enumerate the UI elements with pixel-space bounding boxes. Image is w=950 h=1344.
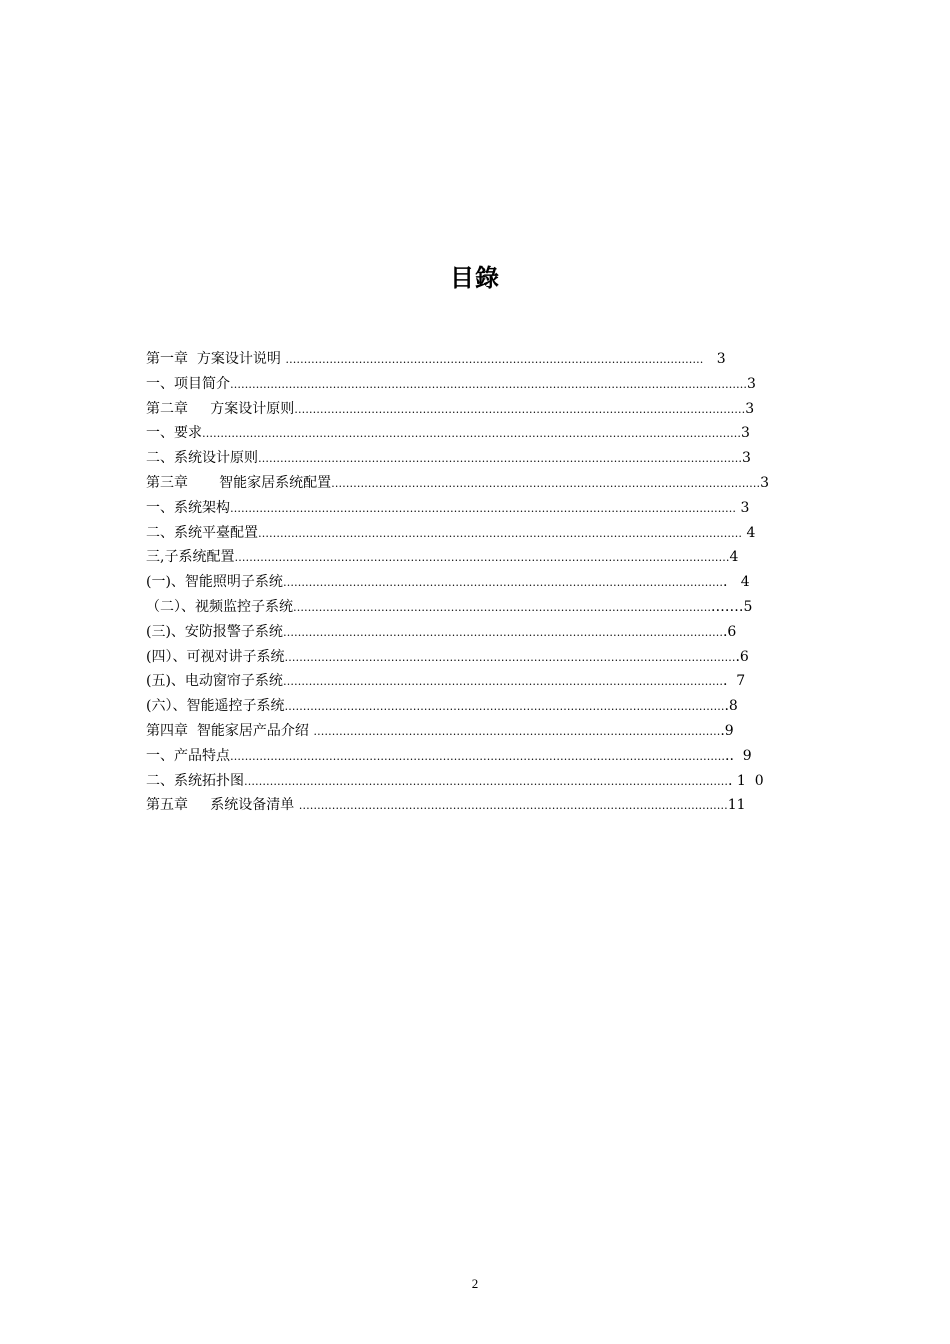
toc-leader-dots: ………………………………………………………………………………………………… (313, 724, 721, 738)
toc-leader-dots: …………………………………………………………………………………………………………………… (258, 526, 742, 540)
table-of-contents (146, 347, 786, 818)
toc-entry-label: 二、系统平臺配置 (146, 524, 258, 541)
toc-entry-page: .……5 (711, 598, 753, 615)
toc-entry-page: .6 (735, 648, 749, 665)
toc-entry[interactable] (146, 769, 786, 794)
toc-entry-label: (六）、智能遥控子系统 (146, 698, 285, 715)
toc-entry-page: 11 (727, 797, 746, 814)
toc-entry-label: (四）、可视对讲子系统 (146, 648, 285, 665)
toc-entry-page: .. 9 (725, 747, 752, 764)
toc-entry[interactable] (146, 744, 786, 769)
toc-entry-label: 第三章 智能家居系统配置 (146, 474, 332, 491)
page-number: 2 (471, 1276, 479, 1291)
toc-leader-dots: ……………………………………………………………………………………………………… (298, 799, 728, 813)
toc-entry-label: 第四章 智能家居产品介绍 (146, 722, 314, 739)
toc-entry-page: 3 (742, 450, 751, 467)
toc-entry-page: 4 (729, 549, 739, 566)
toc-leader-dots: ………………………………………………………………………………………………………… (284, 700, 725, 714)
toc-leader-dots: …………………………………………………………………………………………………… (293, 600, 711, 614)
toc-leader-dots: ……………………………………………………………………………………………………………………… (230, 749, 725, 763)
toc-entry[interactable] (146, 496, 786, 521)
toc-entry-label: 第五章 系统设备清单 (146, 797, 299, 814)
toc-entry[interactable] (146, 421, 786, 446)
toc-leader-dots: ………………………………………………………………………………………………………… (282, 675, 723, 689)
toc-entry-label: (三)、安防报警子系统 (146, 623, 283, 640)
toc-entry-page: . 1 0 (728, 772, 764, 789)
toc-entry-page: 3 (703, 351, 726, 367)
toc-entry-label: 第二章 方案设计原则 (146, 400, 295, 417)
toc-entry[interactable] (146, 372, 786, 397)
toc-entry-page: . 4 (722, 574, 750, 591)
toc-leader-dots: …………………………………………………………………………………………………………… (284, 650, 736, 664)
toc-entry[interactable] (146, 347, 786, 372)
toc-entry[interactable] (146, 793, 786, 818)
toc-entry[interactable] (146, 694, 786, 719)
toc-entry-label: 一、系统架构 (146, 499, 230, 516)
toc-entry[interactable] (146, 719, 786, 744)
toc-entry-label: 三,子系统配置 (146, 549, 235, 566)
toc-entry[interactable] (146, 645, 786, 670)
toc-title: 目錄 (450, 264, 500, 292)
toc-entry-page: 4 (742, 524, 756, 541)
toc-entry-label: 一、项目简介 (146, 375, 230, 392)
toc-entry[interactable] (146, 669, 786, 694)
toc-entry-page: .8 (724, 698, 738, 715)
toc-entry-label: (一)、智能照明子系统 (146, 574, 283, 591)
toc-entry-label: 一、要求 (146, 425, 202, 442)
toc-entry-page: 3 (745, 400, 755, 417)
toc-entry-label: （二）、视频监控子系统 (146, 598, 293, 615)
toc-leader-dots: …………………………………………………………………………………………………… (285, 353, 704, 366)
toc-entry-page: 3 (741, 425, 750, 442)
toc-entry-page: . 7 (722, 673, 746, 690)
toc-entry[interactable] (146, 570, 786, 595)
toc-entry-label: 二、系统设计原则 (146, 450, 258, 467)
toc-entry-page: .6 (722, 623, 737, 640)
toc-entry-page: 3 (760, 474, 770, 491)
toc-entry-page: 3 (747, 375, 756, 392)
toc-entry[interactable] (146, 397, 786, 422)
toc-entry-label: 二、系统拓扑图 (146, 772, 244, 789)
toc-entry-label: 一、产品特点 (146, 747, 230, 764)
toc-entry[interactable] (146, 521, 786, 546)
toc-entry-page: .9 (720, 722, 734, 739)
toc-entry[interactable] (146, 620, 786, 645)
toc-leader-dots: ………………………………………………………………………………………………………………………………… (202, 427, 741, 441)
toc-entry-page: 3 (736, 499, 750, 516)
toc-leader-dots: …………………………………………………………………………………………………………………………… (230, 377, 747, 391)
toc-entry[interactable] (146, 595, 786, 620)
toc-leader-dots: ……………………………………………………………………………………………………… (331, 476, 761, 490)
toc-entry-label: 第一章 方案设计说明 (146, 351, 286, 367)
toc-entry[interactable] (146, 545, 786, 570)
toc-leader-dots: ………………………………………………………………………………………………………… (282, 576, 723, 590)
toc-leader-dots: ……………………………………………………………………………………………………………………… (234, 551, 730, 565)
toc-entry-label: (五)、电动窗帘子系统 (146, 673, 283, 690)
toc-leader-dots: ………………………………………………………………………………………………………………………… (230, 501, 736, 515)
toc-leader-dots: ………………………………………………………………………………………………………… (282, 625, 723, 639)
toc-leader-dots: …………………………………………………………………………………………………………………… (258, 452, 742, 466)
toc-leader-dots: …………………………………………………………………………………………………………………… (244, 774, 728, 788)
toc-entry[interactable] (146, 471, 786, 496)
toc-entry[interactable] (146, 446, 786, 471)
toc-leader-dots: …………………………………………………………………………………………………………… (294, 402, 746, 416)
